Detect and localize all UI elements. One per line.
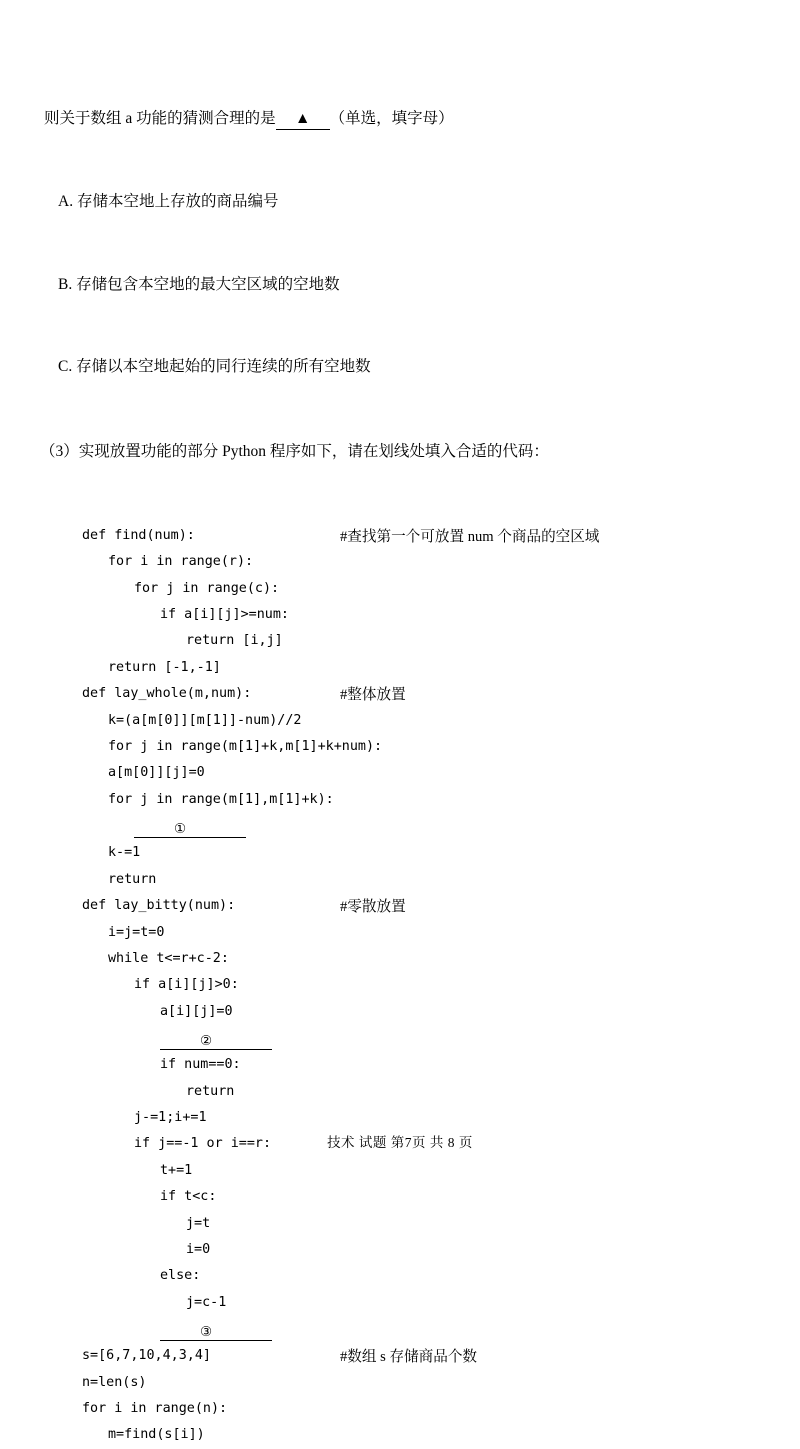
code-line	[40, 1263, 760, 1289]
question-stem-tail: （单选，填字母）	[329, 110, 454, 128]
code-line	[40, 523, 760, 549]
code-line	[40, 1343, 760, 1369]
code-line	[40, 946, 760, 972]
answer-blank: ▲	[276, 110, 330, 130]
code-line	[40, 1422, 760, 1448]
code-line-text: if j==-1 or i==r:	[134, 1136, 272, 1152]
code-line	[40, 840, 760, 866]
code-line-text: for j in range(m[1],m[1]+k):	[108, 791, 334, 807]
code-line	[40, 655, 760, 681]
code-line-text: k-=1	[108, 845, 141, 861]
code-line-text: return	[108, 871, 157, 887]
code-line	[40, 576, 760, 602]
code-line	[40, 1290, 760, 1316]
code-line-text: i=0	[186, 1241, 211, 1257]
option-a: A. 存储本空地上存放的商品编号	[58, 192, 279, 210]
code-line	[40, 920, 760, 946]
code-line	[40, 734, 760, 760]
code-fill-blank	[40, 1316, 760, 1343]
code-line	[40, 1184, 760, 1210]
code-line	[40, 1079, 760, 1105]
code-line	[40, 760, 760, 786]
code-line-text: t+=1	[160, 1162, 193, 1178]
blank-number: ③	[200, 1323, 213, 1340]
question-block	[40, 50, 760, 521]
code-line	[40, 1211, 760, 1237]
code-line-text: a[i][j]=0	[160, 1003, 233, 1019]
code-comment: #整体放置	[340, 687, 406, 704]
code-fill-blank	[40, 813, 760, 840]
code-line-text: def lay_whole(m,num):	[82, 686, 252, 702]
code-line	[40, 999, 760, 1025]
code-line-text: if t<c:	[160, 1189, 217, 1205]
code-line-text: n=len(s)	[82, 1374, 147, 1390]
blank-rule	[134, 837, 246, 838]
code-line-text: else:	[160, 1268, 201, 1284]
code-line	[40, 681, 760, 707]
code-line	[40, 1237, 760, 1263]
code-line-text: if a[i][j]>=num:	[160, 607, 289, 623]
code-line-text: return [-1,-1]	[108, 659, 221, 675]
blank-rule	[160, 1049, 272, 1050]
code-line	[40, 1370, 760, 1396]
option-b: B. 存储包含本空地的最大空区域的空地数	[58, 275, 340, 293]
code-line-text: s=[6,7,10,4,3,4]	[82, 1348, 211, 1364]
code-line	[40, 1105, 760, 1131]
code-line-text: def find(num):	[82, 527, 195, 543]
code-line-text: i=j=t=0	[108, 924, 165, 940]
sub-question-3: （3）实现放置功能的部分 Python 程序如下，请在划线处填入合适的代码：	[40, 443, 549, 461]
code-line-text: while t<=r+c-2:	[108, 950, 229, 966]
question-stem: 则关于数组 a 功能的猜测合理的是	[44, 110, 276, 128]
code-line-text: def lay_bitty(num):	[82, 898, 236, 914]
code-line-text: m=find(s[i])	[108, 1427, 205, 1443]
code-line	[40, 787, 760, 813]
code-line	[40, 972, 760, 998]
code-line-text: for i in range(n):	[82, 1401, 228, 1417]
code-line	[40, 602, 760, 628]
code-comment: #查找第一个可放置 num 个商品的空区域	[340, 528, 600, 545]
blank-number: ①	[174, 820, 187, 837]
question-stem-line	[44, 105, 760, 133]
code-line	[40, 1158, 760, 1184]
blank-number: ②	[200, 1032, 213, 1049]
page-footer: 技术 试题 第7页 共 8 页	[327, 1135, 473, 1150]
code-line	[40, 1052, 760, 1078]
code-line	[40, 893, 760, 919]
code-line	[40, 708, 760, 734]
code-line-text: j=t	[186, 1215, 211, 1231]
blank-rule	[160, 1340, 272, 1341]
code-line-text: a[m[0]][j]=0	[108, 765, 205, 781]
code-line-text: for i in range(r):	[108, 554, 254, 570]
code-line-text: k=(a[m[0]][m[1]]-num)//2	[108, 712, 302, 728]
code-line	[40, 628, 760, 654]
code-line-text: for j in range(m[1]+k,m[1]+k+num):	[108, 739, 383, 755]
option-c: C. 存储以本空地起始的同行连续的所有空地数	[58, 358, 371, 376]
code-line	[40, 867, 760, 893]
code-comment: #数组 s 存储商品个数	[340, 1349, 478, 1366]
python-code-block	[40, 523, 760, 1449]
code-line	[40, 549, 760, 575]
code-line-text: for j in range(c):	[134, 580, 280, 596]
code-line-text: if num==0:	[160, 1057, 241, 1073]
code-line-text: if a[i][j]>0:	[134, 977, 239, 993]
code-line-text: return	[186, 1083, 235, 1099]
code-line-text: j=c-1	[186, 1294, 227, 1310]
code-line-text: j-=1;i+=1	[134, 1109, 207, 1125]
code-line-text: return [i,j]	[186, 633, 283, 649]
code-line	[40, 1396, 760, 1422]
code-fill-blank	[40, 1025, 760, 1052]
code-comment: #零散放置	[340, 899, 406, 916]
